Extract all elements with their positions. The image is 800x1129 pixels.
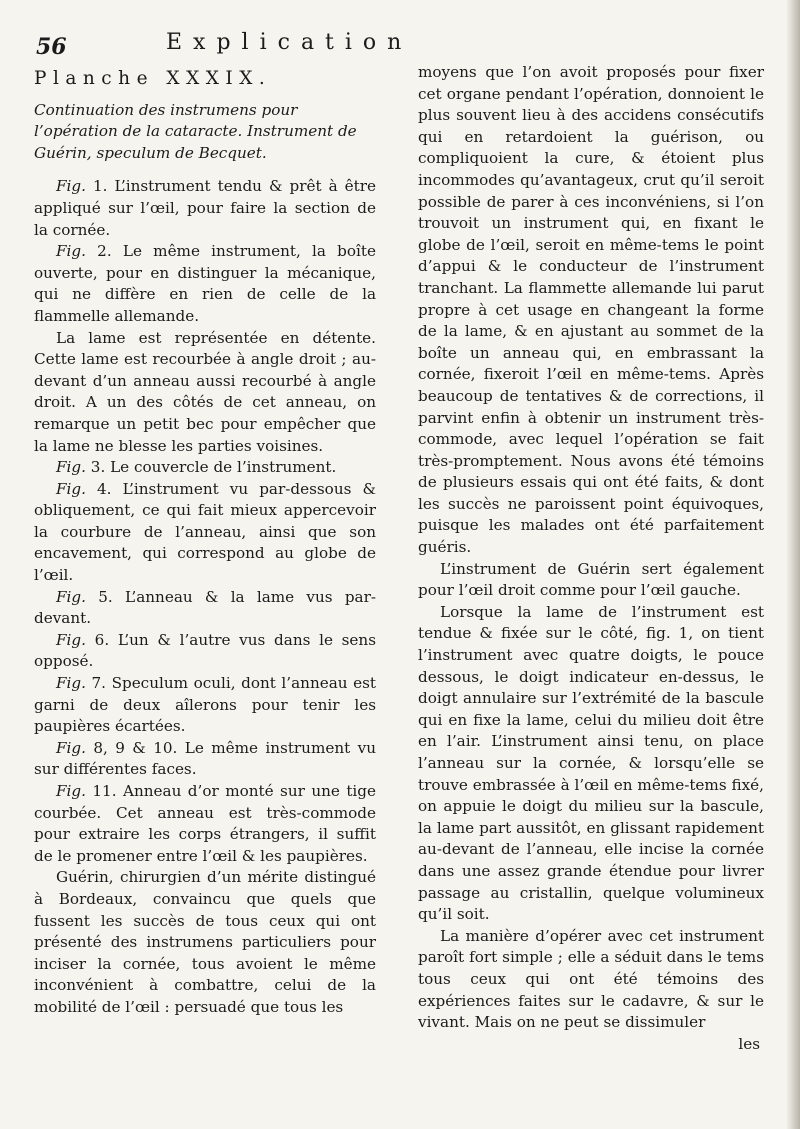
paragraph-text: 7. Speculum oculi, dont l’anneau est garni de deux aîlerons pour tenir les paupières écartées. xyxy=(34,674,376,736)
figure-label: Fig. xyxy=(56,738,86,757)
right-paragraphs xyxy=(418,62,764,1034)
paragraph-text: 6. L’un & l’autre vus dans le sens opposé. xyxy=(34,630,376,671)
paragraph-text: 3. Le couvercle de l’instrument. xyxy=(85,458,337,477)
left-paragraph xyxy=(34,781,376,867)
left-paragraph xyxy=(34,457,376,479)
left-paragraph xyxy=(34,587,376,630)
left-paragraph xyxy=(34,479,376,587)
plate-subtitle: Continuation des instrumens pour l’opération de la cataracte. Instrument de Guérin, speculum de Becquet. xyxy=(34,100,357,162)
paragraph-text: 5. L’anneau & la lame vus par-devant. xyxy=(34,587,376,628)
figure-label: Fig. xyxy=(56,630,86,649)
page-edge-shadow xyxy=(786,0,800,1129)
left-paragraph xyxy=(34,673,376,738)
figure-label: Fig. xyxy=(56,177,86,196)
right-paragraph: Lorsque la lame de l’instrument est tendue & fixée sur le côté, fig. 1, on tient l’instrument avec quatre doigts, le pouce dessous, le doigt indicateur en-dessus, le doigt annulaire sur l’extrémité de la bascule qui en fixe la lame, celui du milieu doit être en l’air. L’instrument ainsi tenu, on place l’anneau sur la cornée, & lorsqu’elle se trouve embrassée à l’œil en même-tems fixé, on appuie le doigt du milieu sur la bascule, la lame part aussitôt, en glissant rapidement au-devant de l’anneau, elle incise la cornée dans une assez grande étendue pour livrer passage au cristallin, quelque volumineux qu’il soit. xyxy=(418,602,764,924)
left-paragraph xyxy=(34,176,376,241)
paragraph-text: Guérin, chirurgien d’un mérite distingué à Bordeaux, convaincu que quels que fussent les succès de tous ceux qui ont présenté des instrumens particuliers pour inciser la cornée, tous avoient le même inconvénient à combattre, celui de la mobilité de l’œil : persuadé que tous les xyxy=(34,868,376,1016)
running-head: Explication xyxy=(166,30,413,55)
figure-label: Fig. xyxy=(56,242,86,261)
right-paragraph: moyens que l’on avoit proposés pour fixer cet organe pendant l’opération, donnoient le plus souvent lieu à des accidens consécutifs qui en retardoient la guérison, ou compliquoient la cure, & étoient plus incommodes qu’avantageux, crut qu’il seroit possible de parer à ces inconvéniens, si l’on trouvoit un instrument qui, en fixant le globe de l’œil, seroit en même-tems le point d’appui & le conducteur de l’instrument tranchant. La flammette allemande lui parut propre à cet usage en changeant la forme de la lame, & en ajustant au sommet de la boîte un anneau qui, en embrassant la cornée, fixeroit l’œil en même-tems. Après beaucoup de tentatives & de corrections, il parvint enfin à obtenir un instrument très-commode, avec lequel l’opération se fait très-promptement. Nous avons été témoins de plusieurs essais qui ont été faits, & dont les succès ne paroissent point équivoques, puisque les malades ont été parfaitement guéris. xyxy=(418,63,764,557)
left-paragraph xyxy=(34,738,376,781)
figure-label: Fig. xyxy=(56,674,86,693)
left-paragraph xyxy=(34,867,376,1018)
figure-label: Fig. xyxy=(56,782,86,800)
left-column xyxy=(34,62,376,1019)
left-paragraph xyxy=(34,328,376,458)
figure-label: Fig. xyxy=(56,479,86,498)
paragraph-text: La lame est représentée en détente. Cette lame est recourbée à angle droit ; au-devant d’un anneau aussi recourbé à angle droit. A un des côtés de cet anneau, on remarque un petit bec pour empêcher que la lame ne blesse les parties voisines. xyxy=(34,328,376,455)
plate-title: Planche XXXIX. xyxy=(34,68,272,89)
figure-label: Fig. xyxy=(56,458,86,477)
catchword: les xyxy=(738,1034,760,1053)
right-paragraph: L’instrument de Guérin sert également pour l’œil droit comme pour l’œil gauche. xyxy=(418,559,764,600)
right-column xyxy=(418,62,764,1055)
paragraph-text: 11. Anneau d’or monté sur une tige courbée. Cet anneau est très-commode pour extraire les corps étrangers, il suffit de le promener entre l’œil & les paupières. xyxy=(34,782,376,865)
left-paragraphs xyxy=(34,176,376,1018)
left-paragraph xyxy=(34,241,376,327)
paragraph-text: 1. L’instrument tendu & prêt à être appliqué sur l’œil, pour faire la section de la cornée. xyxy=(34,177,376,239)
figure-label: Fig. xyxy=(56,587,86,606)
page-number: 56 xyxy=(36,34,67,60)
paragraph-text: 2. Le même instrument, la boîte ouverte, pour en distinguer la mécanique, qui ne diffère en rien de celle de la flammelle allemande. xyxy=(34,242,376,325)
left-paragraph xyxy=(34,630,376,673)
right-paragraph: La manière d’opérer avec cet instrument paroît fort simple ; elle a séduit dans le tems tous ceux qui ont été témoins des expériences faites sur le cadavre, & sur le vivant. Mais on ne peut se dissimuler xyxy=(418,926,764,1032)
paragraph-text: 8, 9 & 10. Le même instrument vu sur différentes faces. xyxy=(34,738,376,779)
paragraph-text: 4. L’instrument vu par-dessous & obliquement, ce qui fait mieux appercevoir la courbure de l’anneau, ainsi que son encavement, qui correspond au globe de l’œil. xyxy=(34,479,376,585)
